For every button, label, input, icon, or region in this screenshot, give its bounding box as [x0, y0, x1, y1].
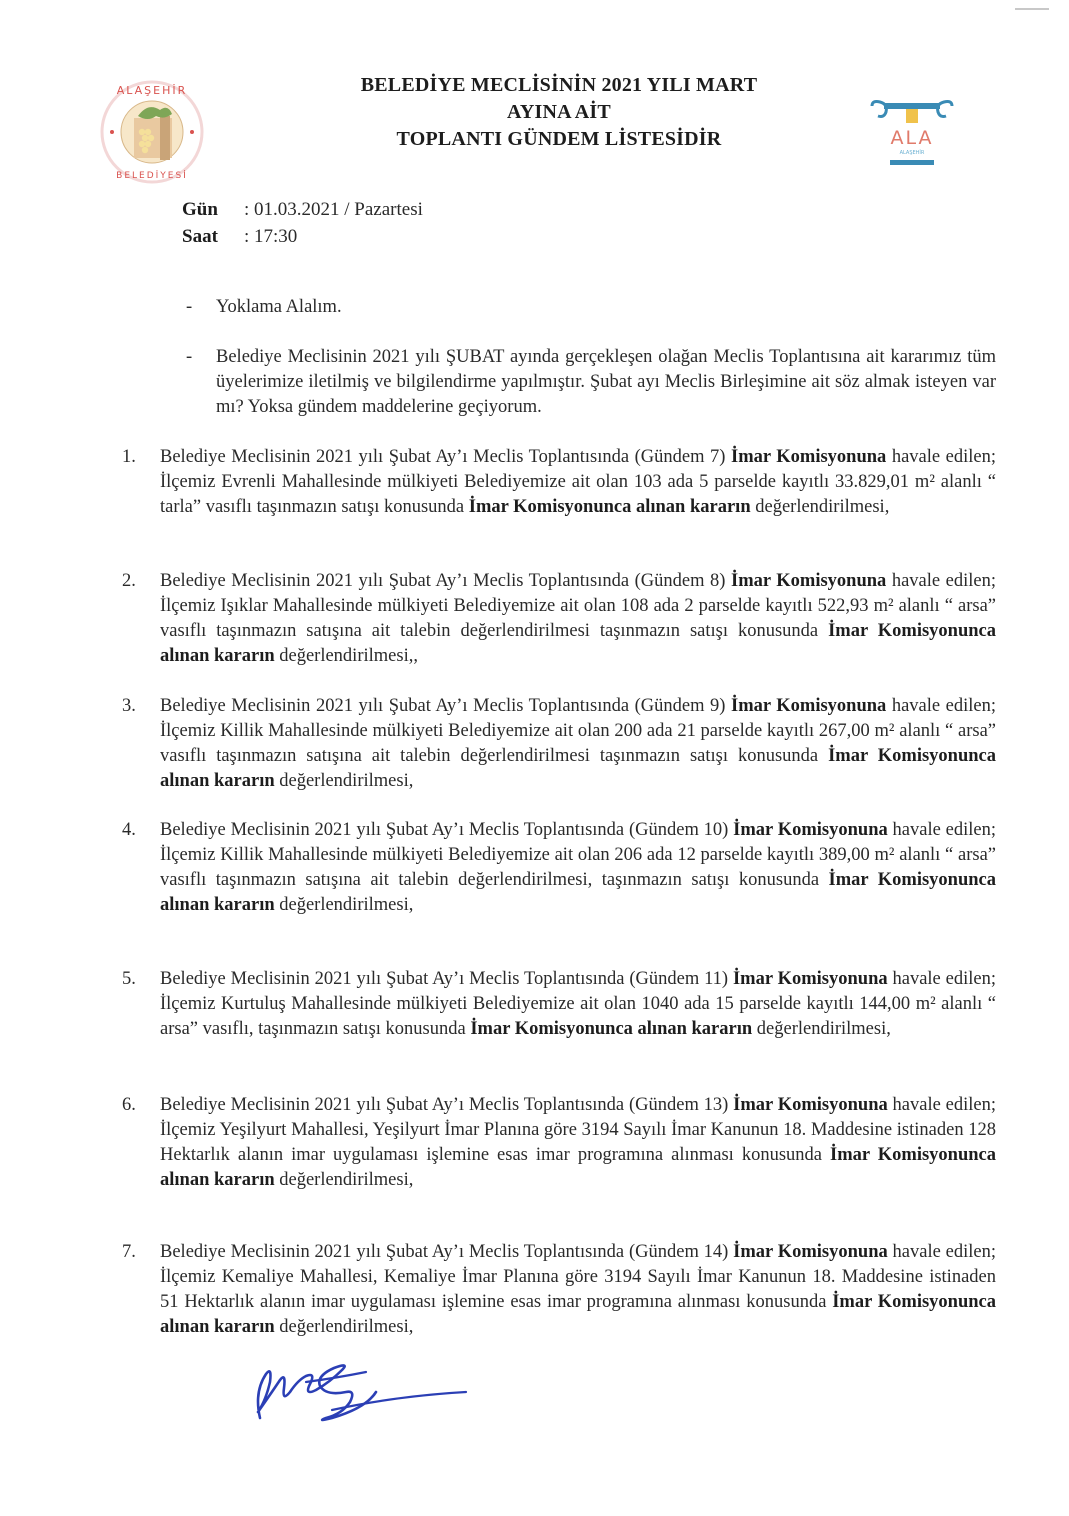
text-segment: değerlendirilmesi,: [274, 1170, 414, 1190]
title-line-3: TOPLANTI GÜNDEM LİSTESİDİR: [396, 128, 722, 150]
text-segment: Belediye Meclisinin 2021 yılı Şubat Ay’ı Meclis Toplantısında (Gündem 8): [160, 571, 732, 591]
bold-text-segment: İmar Komisyonuna: [733, 820, 888, 840]
text-segment: Belediye Meclisinin 2021 yılı Şubat Ay’ı Meclis Toplantısında (Gündem 13): [160, 1095, 734, 1115]
day-label: Gün: [182, 199, 218, 220]
text-segment: havale edilen; İlçemiz Işıklar Mahallesinde mülkiyeti Belediyemize ait olan 108 ada 2 parselde kayıtlı 522,93 m² alanlı “ arsa” vasıflı taşınmazın satışına ait talebin değerlendirilmesi taşınmazın satışı konusunda: [160, 571, 997, 641]
text-segment: Belediye Meclisinin 2021 yılı Şubat Ay’ı Meclis Toplantısında (Gündem 14): [160, 1242, 734, 1262]
agenda-item-number: 1.: [122, 447, 136, 467]
agenda-item-number: 6.: [122, 1095, 136, 1115]
bold-text-segment: İmar Komisyonunca alınan kararın: [160, 1292, 996, 1337]
text-segment: değerlendirilmesi,: [750, 497, 890, 517]
bold-text-segment: İmar Komisyonunca alınan kararın: [160, 870, 996, 915]
time-row: [182, 223, 423, 250]
time-label: Saat: [182, 226, 218, 247]
text-segment: Belediye Meclisinin 2021 yılı Şubat Ay’ı Meclis Toplantısında (Gündem 11): [160, 969, 733, 989]
bold-text-segment: İmar Komisyonuna: [731, 571, 887, 591]
title-line-1: BELEDİYE MECLİSİNİN 2021 YILI MART: [360, 74, 758, 96]
text-segment: değerlendirilmesi,: [752, 1019, 891, 1039]
day-value: : 01.03.2021 / Pazartesi: [244, 199, 423, 220]
text-segment: Belediye Meclisinin 2021 yılı Şubat Ay’ı Meclis Toplantısında (Gündem 9): [160, 696, 732, 716]
time-value: : 17:30: [244, 226, 298, 247]
text-segment: değerlendirilmesi,,: [274, 646, 418, 666]
document-title: [300, 72, 818, 153]
bold-text-segment: İmar Komisyonunca alınan kararın: [160, 1145, 996, 1190]
bold-text-segment: İmar Komisyonuna: [731, 447, 887, 467]
text-segment: Belediye Meclisinin 2021 yılı Şubat Ay’ı Meclis Toplantısında (Gündem 7): [160, 447, 732, 467]
bold-text-segment: İmar Komisyonunca alınan kararın: [470, 1019, 753, 1039]
svg-text:BELEDİYESİ: BELEDİYESİ: [116, 171, 188, 181]
agenda-item-text: [160, 445, 996, 520]
text-segment: değerlendirilmesi,: [274, 771, 414, 791]
title-line-2: AYINA AİT: [507, 101, 611, 123]
ala-column-logo-icon: [866, 98, 958, 168]
agenda-item-text: [160, 818, 996, 918]
dash-marker: -: [186, 347, 193, 367]
alasehir-belediyesi-seal-icon: [98, 74, 206, 190]
text-segment: havale edilen; İlçemiz Killik Mahallesinde mülkiyeti Belediyemize ait olan 200 ada 21 parselde kayıtlı 267,00 m² alanlı “ arsa” vasıflı taşınmazın satışına ait talebin değerlendirilmesi taşınmazın satışı konusunda: [160, 696, 997, 766]
intro-text: Belediye Meclisinin 2021 yılı ŞUBAT ayında gerçekleşen olağan Meclis Toplantısına ait kararımız tüm üyelerimize iletilmiş ve bilgilendirme yapılmıştır. Şubat ayı Meclis Birleşimine ait söz almak isteyen var mı? Yoksa gündem maddelerine geçiyorum.: [216, 347, 996, 417]
meeting-info: [182, 196, 423, 250]
agenda-item-text: [160, 1093, 996, 1193]
agenda-item-text: [160, 569, 996, 669]
text-segment: havale edilen; İlçemiz Kemaliye Mahallesi, Kemaliye İmar Planına göre 3194 Sayılı İmar Kanunun 18. Maddesine istinaden 51 Hektarlık alanın imar uygulaması işlemine esas imar programına alınması konusunda: [160, 1242, 997, 1312]
agenda-item-number: 2.: [122, 571, 136, 591]
bold-text-segment: İmar Komisyonunca alınan kararın: [468, 497, 751, 517]
bold-text-segment: İmar Komisyonunca alınan kararın: [160, 621, 996, 666]
bold-text-segment: İmar Komisyonuna: [733, 1095, 888, 1115]
text-segment: havale edilen; İlçemiz Evrenli Mahallesinde mülkiyeti Belediyemize ait olan 103 ada 5 parselde kayıtlı 33.829,01 m² alanlı “ tarla” vasıflı taşınmazın satışı konusunda: [160, 447, 997, 517]
agenda-item-text: [160, 967, 996, 1042]
agenda-item-number: 7.: [122, 1242, 136, 1262]
bold-text-segment: İmar Komisyonunca alınan kararın: [160, 746, 996, 791]
intro-item-roll-call: [186, 295, 996, 320]
text-segment: Belediye Meclisinin 2021 yılı Şubat Ay’ı Meclis Toplantısında (Gündem 10): [160, 820, 734, 840]
bold-text-segment: İmar Komisyonuna: [733, 1242, 888, 1262]
scan-mark: [1015, 8, 1049, 10]
svg-text:ALAŞEHİR: ALAŞEHİR: [899, 150, 925, 156]
day-row: [182, 196, 423, 223]
svg-text:ALAŞEHİR: ALAŞEHİR: [116, 84, 188, 97]
bold-text-segment: İmar Komisyonuna: [731, 696, 887, 716]
text-segment: havale edilen; İlçemiz Killik Mahallesinde mülkiyeti Belediyemize ait olan 206 ada 12 parselde kayıtlı 389,00 m² alanlı “ arsa” vasıflı taşınmazın satışına ait talebin değerlendirilmesi, taşınmazın satışı konusunda: [160, 820, 997, 890]
svg-text:ALA: ALA: [890, 127, 934, 149]
text-segment: havale edilen; İlçemiz Yeşilyurt Mahallesi, Yeşilyurt İmar Planına göre 3194 Sayılı İmar Kanunun 18. Maddesine istinaden 128 Hektarlık alanın imar uygulaması işlemine esas imar programına alınması konusunda: [160, 1095, 997, 1165]
text-segment: değerlendirilmesi,: [274, 895, 414, 915]
agenda-item-number: 3.: [122, 696, 136, 716]
bold-text-segment: İmar Komisyonuna: [732, 969, 888, 989]
dash-marker: -: [186, 297, 193, 317]
text-segment: havale edilen; İlçemiz Kurtuluş Mahallesinde mülkiyeti Belediyemize ait olan 1040 ada 15 parselde kayıtlı 144,00 m² alanlı “ arsa” vasıflı, taşınmazın satışı konusunda: [160, 969, 996, 1039]
agenda-item-number: 5.: [122, 969, 136, 989]
agenda-item-number: 4.: [122, 820, 136, 840]
intro-text: Yoklama Alalım.: [216, 297, 342, 317]
agenda-item-text: [160, 694, 996, 794]
handwritten-signature-icon: [246, 1352, 472, 1430]
intro-item-previous-meeting: [186, 345, 996, 420]
agenda-item-text: [160, 1240, 996, 1340]
text-segment: değerlendirilmesi,: [274, 1317, 414, 1337]
